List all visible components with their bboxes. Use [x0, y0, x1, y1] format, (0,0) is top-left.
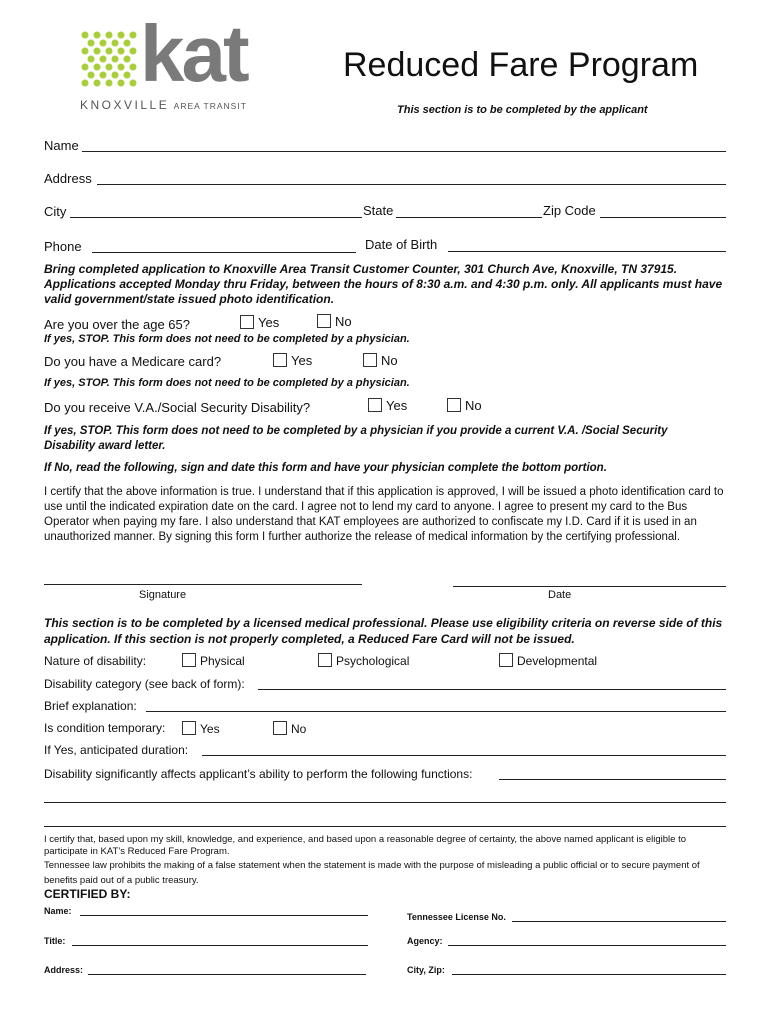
- nature-physical-option[interactable]: [182, 653, 245, 668]
- cert-name-label: Name:: [44, 906, 72, 916]
- temporary-no[interactable]: [273, 721, 306, 736]
- no-label: No: [291, 722, 307, 736]
- name-field[interactable]: [82, 151, 726, 152]
- applicant-section-note: This section is to be completed by the applicant: [397, 104, 648, 116]
- q-medicare-yes[interactable]: [273, 353, 312, 368]
- physical-label: Physical: [200, 654, 245, 668]
- logo-sub-knoxville: KNOXVILLE: [80, 98, 170, 112]
- q-va-disability-label: Do you receive V.A./Social Security Disability?: [44, 400, 311, 415]
- state-field[interactable]: [396, 217, 542, 218]
- checkbox-icon[interactable]: [182, 653, 196, 667]
- checkbox-icon[interactable]: [499, 653, 513, 667]
- address-field[interactable]: [97, 184, 726, 185]
- yes-label: Yes: [258, 315, 280, 330]
- checkbox-icon[interactable]: [363, 353, 377, 367]
- certify-paragraph: I certify that the above information is true. I understand that if this application is approved, I will be issued a photo identification card to use until the indicated expiration date on the card. I agree not to lend my card to anyone. I agree to present my card to the Bus Operator when paying my fare. I also understand that KAT employees are authorized to confiscate my I.D. Card if it is used in an unauthorized manner. By signing this form I further authorize the release of medical information by the certifying professional.: [44, 486, 724, 543]
- brief-field[interactable]: [146, 711, 726, 712]
- tennessee-law-text: Tennessee law prohibits the making of a false statement when the statement is made with the purpose of misleading a public official or to secure payment of benefits paid out of a public treasury.: [44, 860, 700, 886]
- yes-label: Yes: [200, 722, 220, 736]
- checkbox-icon[interactable]: [273, 353, 287, 367]
- cert-address-field[interactable]: [88, 974, 366, 975]
- phone-field[interactable]: [92, 252, 356, 253]
- cert-cityzip-field[interactable]: [452, 974, 726, 975]
- cert-title-label: Title:: [44, 936, 66, 946]
- q-medicare-note: If yes, STOP. This form does not need to be completed by a physician.: [44, 377, 410, 389]
- logo-sub-area-transit: AREA TRANSIT: [173, 101, 247, 111]
- certified-by-heading: CERTIFIED BY:: [44, 887, 131, 901]
- temporary-yes[interactable]: [182, 721, 220, 736]
- checkbox-icon[interactable]: [240, 315, 254, 329]
- cert-title-field[interactable]: [72, 945, 368, 946]
- cert-agency-field[interactable]: [448, 945, 726, 946]
- signature-label: Signature: [139, 589, 187, 601]
- category-label: Disability category (see back of form):: [44, 677, 245, 691]
- kat-logo-dots: [80, 30, 138, 88]
- nature-psychological-option[interactable]: [318, 653, 409, 668]
- no-label: No: [335, 314, 352, 329]
- checkbox-icon[interactable]: [273, 721, 287, 735]
- q-medicare-label: Do you have a Medicare card?: [44, 354, 222, 369]
- cert-license-label: Tennessee License No.: [407, 912, 506, 922]
- functions-field-line-3[interactable]: [44, 826, 726, 827]
- kat-logo-subtitle: [80, 96, 247, 114]
- checkbox-icon[interactable]: [182, 721, 196, 735]
- dob-field[interactable]: [448, 251, 726, 252]
- duration-field[interactable]: [202, 755, 726, 756]
- duration-label: If Yes, anticipated duration:: [44, 743, 189, 757]
- psychological-label: Psychological: [336, 654, 410, 668]
- q-over-65-label: Are you over the age 65?: [44, 317, 190, 332]
- functions-field-line-2[interactable]: [44, 802, 726, 803]
- q-va-disability-yes[interactable]: [368, 398, 407, 413]
- functions-field[interactable]: [499, 779, 726, 780]
- form-title: Reduced Fare Program: [343, 46, 699, 84]
- cert-license-field[interactable]: [512, 921, 726, 922]
- no-label: No: [465, 398, 482, 413]
- zip-field[interactable]: [600, 217, 726, 218]
- professional-certify-text: I certify that, based upon my skill, knowledge, and experience, and based upon a reasonable degree of certainty, the above named applicant is eligible to participate in KAT’s Reduced Fare Program.: [44, 834, 687, 857]
- kat-logo-word: kat: [140, 9, 247, 98]
- temporary-label: Is condition temporary:: [44, 721, 166, 735]
- zip-label: Zip Code: [543, 203, 596, 218]
- yes-label: Yes: [386, 398, 408, 413]
- date-label: Date: [548, 589, 572, 601]
- q-va-disability-no[interactable]: [447, 398, 482, 413]
- brief-label: Brief explanation:: [44, 699, 137, 713]
- instructions-text: Bring completed application to Knoxville Area Transit Customer Counter, 301 Church Ave, Knoxville, TN 37915. Applications accepted Monday thru Friday, between the hours of 8:30 a.m. and 4:30 p.m. only. All applicants must have valid government/state issued photo identification.: [44, 262, 723, 306]
- name-label: Name: [44, 138, 79, 153]
- cert-agency-label: Agency:: [407, 936, 443, 946]
- checkbox-icon[interactable]: [317, 314, 331, 328]
- functions-label: Disability significantly affects applicant’s ability to perform the following functions:: [44, 767, 473, 781]
- phone-label: Phone: [44, 239, 82, 254]
- cert-cityzip-label: City, Zip:: [407, 965, 445, 975]
- category-field[interactable]: [258, 689, 726, 690]
- dob-label: Date of Birth: [365, 237, 438, 252]
- q-over-65-no[interactable]: [317, 314, 352, 329]
- city-label: City: [44, 204, 67, 219]
- developmental-label: Developmental: [517, 654, 598, 668]
- if-no-note: If No, read the following, sign and date this form and have your physician complete the bottom portion.: [44, 462, 607, 474]
- checkbox-icon[interactable]: [447, 398, 461, 412]
- checkbox-icon[interactable]: [368, 398, 382, 412]
- medical-section-intro: This section is to be completed by a licensed medical professional. Please use eligibility criteria on reverse side of this application. If this section is not properly completed, a Reduced Fare Card will not be issued.: [44, 616, 723, 646]
- cert-address-label: Address:: [44, 965, 84, 975]
- date-field[interactable]: [453, 586, 726, 587]
- yes-label: Yes: [291, 353, 313, 368]
- city-field[interactable]: [70, 217, 362, 218]
- q-over-65-yes[interactable]: [240, 315, 279, 330]
- cert-name-field[interactable]: [80, 915, 368, 916]
- address-label: Address: [44, 171, 92, 186]
- q-va-disability-note: If yes, STOP. This form does not need to be completed by a physician if you provide a current V.A. /Social Security Disability award letter.: [44, 425, 668, 452]
- state-label: State: [363, 203, 394, 218]
- q-medicare-no[interactable]: [363, 353, 398, 368]
- q-over-65-note: If yes, STOP. This form does not need to be completed by a physician.: [44, 333, 410, 345]
- no-label: No: [381, 353, 398, 368]
- nature-developmental-option[interactable]: [499, 653, 597, 668]
- checkbox-icon[interactable]: [318, 653, 332, 667]
- nature-label: Nature of disability:: [44, 654, 147, 668]
- signature-field[interactable]: [44, 584, 362, 585]
